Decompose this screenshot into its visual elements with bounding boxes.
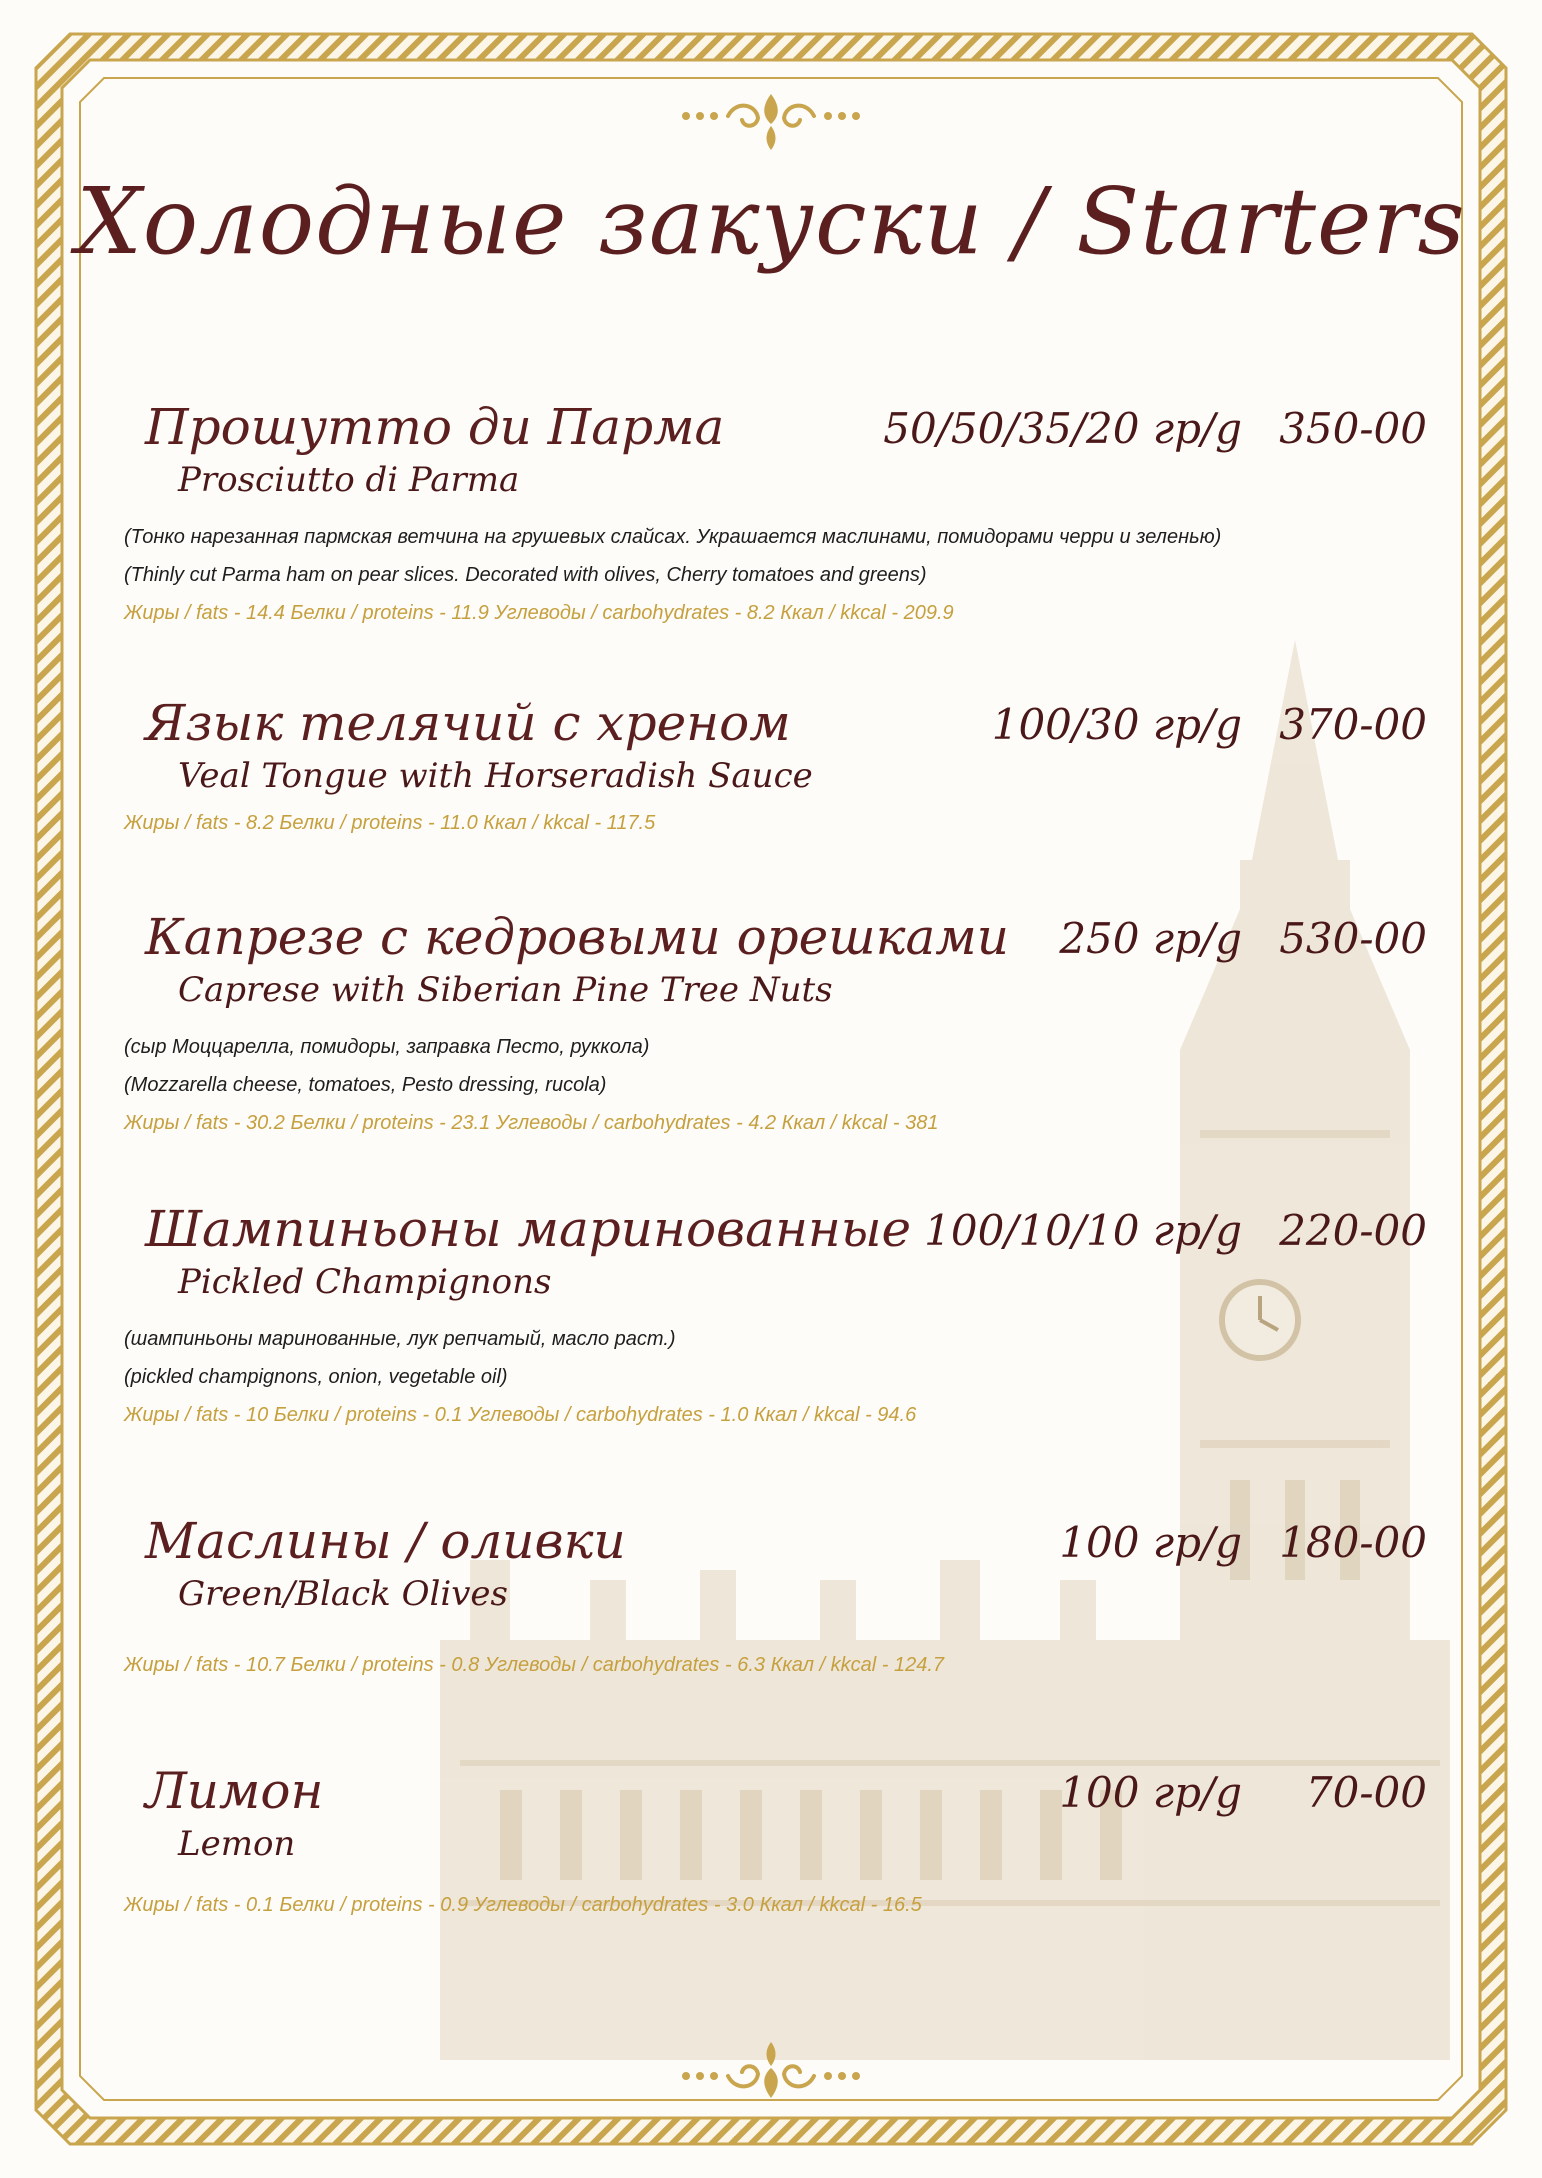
dish-name-ru: Шампиньоны маринованные <box>145 1200 912 1258</box>
dish-name-en: Prosciutto di Parma <box>178 460 520 500</box>
dish-nutrition: Жиры / fats - 14.4 Белки / proteins - 11.9 Углеводы / carbohydrates - 8.2 Ккал / kkcal - 209.9 <box>124 602 954 624</box>
dish-price: 350-00 <box>1279 404 1427 453</box>
dish-weight: 250 гр/g <box>1059 914 1242 963</box>
dish-nutrition: Жиры / fats - 10.7 Белки / proteins - 0.8 Углеводы / carbohydrates - 6.3 Ккал / kkcal - 124.7 <box>124 1654 945 1676</box>
dish-weight: 100 гр/g <box>1059 1768 1242 1817</box>
bottom-flourish-ornament <box>666 2036 876 2106</box>
dish-weight: 100/30 гр/g <box>991 700 1242 749</box>
dish-name-ru: Лимон <box>145 1762 324 1820</box>
menu-item-lemon <box>0 1762 1542 2022</box>
dish-price: 70-00 <box>1305 1768 1427 1817</box>
dish-description-ru: (сыр Моццарелла, помидоры, заправка Песто, руккола) <box>124 1036 650 1058</box>
dish-nutrition: Жиры / fats - 10 Белки / proteins - 0.1 Углеводы / carbohydrates - 1.0 Ккал / kkcal - 94.6 <box>124 1404 917 1426</box>
dish-name-en: Lemon <box>178 1824 296 1864</box>
dish-name-en: Green/Black Olives <box>178 1574 508 1614</box>
dish-description-ru: (Тонко нарезанная пармская ветчина на грушевых слайсах. Украшается маслинами, помидорами черри и зеленью) <box>124 526 1222 548</box>
dish-description-ru: (шампиньоны маринованные, лук репчатый, масло раст.) <box>124 1328 676 1350</box>
dish-name-en: Caprese with Siberian Pine Tree Nuts <box>178 970 833 1010</box>
dish-name-ru: Язык телячий с хреном <box>145 694 791 752</box>
dish-weight: 100/10/10 гр/g <box>924 1206 1242 1255</box>
dish-name-ru: Прошутто ди Парма <box>145 398 725 456</box>
dish-description-en: (Thinly cut Parma ham on pear slices. Decorated with olives, Cherry tomatoes and greens) <box>124 564 927 586</box>
menu-item-champignons <box>0 1200 1542 1460</box>
dish-description-en: (pickled champignons, onion, vegetable oil) <box>124 1366 508 1388</box>
dish-name-ru: Маслины / оливки <box>145 1512 626 1570</box>
menu-item-caprese <box>0 908 1542 1168</box>
dish-weight: 100 гр/g <box>1059 1518 1242 1567</box>
dish-name-en: Veal Tongue with Horseradish Sauce <box>178 756 813 796</box>
dish-price: 530-00 <box>1279 914 1427 963</box>
menu-item-prosciutto <box>0 398 1542 658</box>
dish-price: 180-00 <box>1279 1518 1427 1567</box>
menu-item-olives <box>0 1512 1542 1772</box>
dish-name-en: Pickled Champignons <box>178 1262 552 1302</box>
dish-description-en: (Mozzarella cheese, tomatoes, Pesto dressing, rucola) <box>124 1074 607 1096</box>
dish-name-ru: Капрезе с кедровыми орешками <box>145 908 1009 966</box>
top-flourish-ornament <box>666 86 876 156</box>
dish-weight: 50/50/35/20 гр/g <box>883 404 1242 453</box>
dish-nutrition: Жиры / fats - 8.2 Белки / proteins - 11.0 Ккал / kkcal - 117.5 <box>124 812 656 834</box>
page-title: Холодные закуски / Starters <box>76 168 1466 275</box>
dish-price: 220-00 <box>1279 1206 1427 1255</box>
dish-nutrition: Жиры / fats - 30.2 Белки / proteins - 23.1 Углеводы / carbohydrates - 4.2 Ккал / kkcal - 381 <box>124 1112 939 1134</box>
dish-nutrition: Жиры / fats - 0.1 Белки / proteins - 0.9 Углеводы / carbohydrates - 3.0 Ккал / kkcal - 16.5 <box>124 1894 922 1916</box>
dish-price: 370-00 <box>1279 700 1427 749</box>
